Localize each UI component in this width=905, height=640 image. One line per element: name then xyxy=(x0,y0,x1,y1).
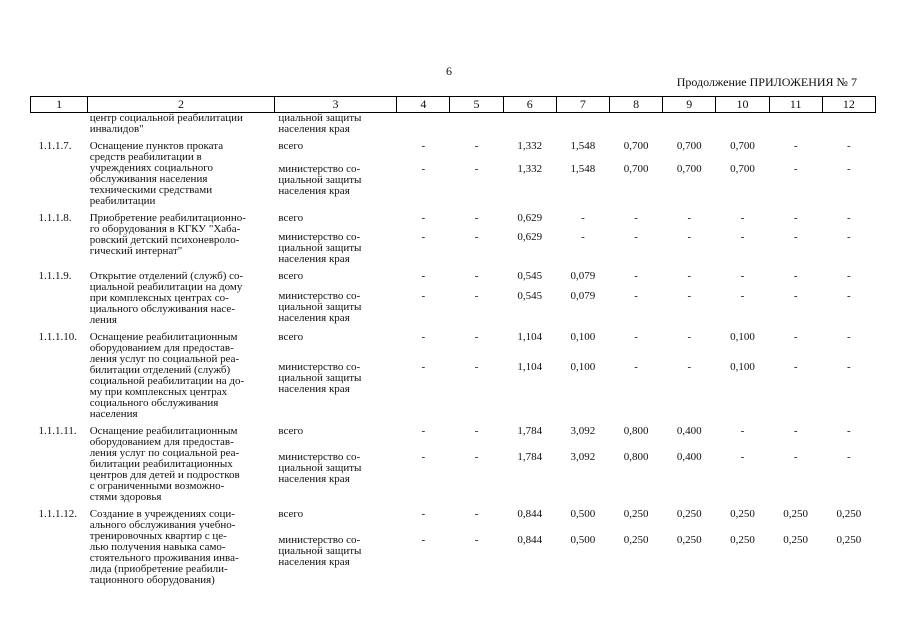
name-line: средств реабилитации в xyxy=(89,151,202,163)
value-cell: - xyxy=(474,212,479,224)
funding-source xyxy=(274,207,396,224)
value-cell: - xyxy=(634,331,638,343)
value-cell: 0,250 xyxy=(623,534,649,547)
column-header: 6 xyxy=(503,97,556,113)
name-line: циальной реабилитации на дому xyxy=(89,281,243,293)
name-line: циального обслуживания насе- xyxy=(89,303,235,315)
funding-source xyxy=(274,135,396,156)
source-line: населения края xyxy=(278,556,350,569)
name-line: населения xyxy=(89,408,138,420)
value-cell: 1,332 xyxy=(517,140,543,152)
value-cell: - xyxy=(740,231,745,243)
source-line: населения края xyxy=(278,253,350,265)
value-cell: - xyxy=(847,231,851,243)
name-line: ления услуг по социальной реа- xyxy=(89,447,240,459)
value-cell: - xyxy=(793,289,798,302)
name-line: ления услуг по социальной реа- xyxy=(89,353,240,365)
source-line: министерство со- xyxy=(278,231,361,243)
name-line: ального обслуживания учебно- xyxy=(89,519,236,531)
value-cell: 0,250 xyxy=(623,508,649,520)
value-cell: - xyxy=(740,270,745,282)
value-cell: 0,700 xyxy=(676,163,702,176)
source-line: всего xyxy=(278,508,304,520)
header-row xyxy=(31,97,876,113)
value-cell: 3,092 xyxy=(570,425,596,437)
source-line: циальной защиты xyxy=(278,174,362,187)
funding-source xyxy=(274,503,396,527)
value-cell: 0,500 xyxy=(570,508,596,520)
program-table xyxy=(30,96,876,586)
source-line: населения края xyxy=(278,382,350,395)
name-line: центров для детей и подростков xyxy=(89,469,240,481)
name-line: лида (приобретение реабили- xyxy=(89,563,228,575)
name-line: билитации отделений (служб) xyxy=(89,364,231,376)
name-line: ления xyxy=(89,314,117,326)
value-cell: 0,700 xyxy=(676,140,702,152)
value-cell: - xyxy=(581,231,585,243)
page-number: 6 xyxy=(446,64,452,78)
value-cell: - xyxy=(421,425,426,437)
column-header: 2 xyxy=(88,97,275,113)
funding-source xyxy=(274,420,396,444)
source-line: населения края xyxy=(278,185,350,198)
item-code: 1.1.1.12. xyxy=(38,508,77,520)
item-code: 1.1.1.7. xyxy=(38,140,72,152)
value-cell: - xyxy=(421,508,426,520)
source-line: циальной защиты xyxy=(278,462,362,475)
value-cell: - xyxy=(421,331,426,343)
name-line: му при комплексных центрах xyxy=(89,386,228,398)
value-cell: - xyxy=(687,331,692,343)
item-row xyxy=(31,503,876,527)
funding-source xyxy=(274,326,396,354)
value-cell: - xyxy=(793,212,798,224)
name-line: билитации реабилитационных xyxy=(89,458,233,470)
value-cell: 0,545 xyxy=(517,270,543,282)
item-code: 1.1.1.11. xyxy=(38,425,77,437)
item-code: 1.1.1.9. xyxy=(38,270,72,282)
value-cell: 0,250 xyxy=(730,508,755,520)
value-cell: - xyxy=(421,360,426,373)
source-line: населения края xyxy=(278,311,350,324)
value-cell: - xyxy=(421,212,426,224)
name-line: с ограниченными возможно- xyxy=(89,480,225,492)
funding-source xyxy=(274,265,396,283)
value-cell: - xyxy=(793,270,798,282)
item-row xyxy=(31,207,876,224)
value-cell: 0,700 xyxy=(623,140,649,152)
value-cell: - xyxy=(474,451,479,464)
item-row xyxy=(31,265,876,283)
value-cell: 1,104 xyxy=(517,360,543,373)
value-cell: 0,400 xyxy=(676,425,702,437)
value-cell: 0,629 xyxy=(517,231,543,243)
value-cell: 0,250 xyxy=(730,534,755,547)
name-line: Создание в учреждениях соци- xyxy=(89,508,235,520)
value-cell: 0,250 xyxy=(783,508,809,520)
value-cell: - xyxy=(740,212,745,224)
value-cell: 0,700 xyxy=(730,140,755,152)
item-code: 1.1.1.10. xyxy=(38,331,77,343)
value-cell: 1,104 xyxy=(517,331,543,343)
value-cell: - xyxy=(474,360,479,373)
name-line: Оснащение реабилитационным xyxy=(89,331,238,343)
value-cell: - xyxy=(793,231,798,243)
value-cell: - xyxy=(847,425,851,437)
source-line: министерство со- xyxy=(278,451,361,464)
value-cell: - xyxy=(474,163,479,176)
column-header: 3 xyxy=(274,97,396,113)
value-cell: - xyxy=(793,331,798,343)
value-cell: 1,548 xyxy=(570,163,596,176)
carry-over-name xyxy=(88,113,275,136)
source-line: всего xyxy=(278,425,304,437)
value-cell: - xyxy=(793,163,798,176)
value-cell: 0,250 xyxy=(676,508,702,520)
item-row xyxy=(31,135,876,156)
column-header: 9 xyxy=(663,97,716,113)
value-cell: - xyxy=(421,231,426,243)
source-line: министерство со- xyxy=(278,534,361,547)
value-cell: - xyxy=(634,289,638,302)
value-cell: - xyxy=(687,360,692,373)
source-line: всего xyxy=(278,270,304,282)
value-cell: 0,250 xyxy=(836,508,862,520)
item-name xyxy=(88,503,275,586)
value-cell: - xyxy=(847,163,851,176)
appendix-title: Продолжение ПРИЛОЖЕНИЯ № 7 xyxy=(676,75,857,89)
value-cell: - xyxy=(474,534,479,547)
column-header: 10 xyxy=(716,97,769,113)
value-cell: - xyxy=(474,231,479,243)
value-cell: 1,784 xyxy=(517,425,543,437)
name-line: стями здоровья xyxy=(89,491,162,503)
value-cell: 0,700 xyxy=(730,163,755,176)
source-line: циальной защиты xyxy=(278,242,362,254)
item-name xyxy=(88,265,275,326)
value-cell: - xyxy=(421,289,426,302)
source-line: циальной защиты xyxy=(278,371,362,384)
value-cell: 1,548 xyxy=(570,140,596,152)
value-cell: - xyxy=(847,270,851,282)
funding-source xyxy=(274,444,396,503)
item-row xyxy=(31,326,876,354)
value-cell: - xyxy=(421,270,426,282)
source-line: циальной защиты xyxy=(278,112,362,124)
value-cell: 0,250 xyxy=(836,534,862,547)
value-cell: - xyxy=(793,425,798,437)
value-cell: - xyxy=(474,331,479,343)
value-cell: 0,844 xyxy=(517,508,543,520)
value-cell: 0,250 xyxy=(676,534,702,547)
column-header: 5 xyxy=(450,97,503,113)
value-cell: - xyxy=(793,451,798,464)
name-line: Оснащение пунктов проката xyxy=(89,140,224,152)
value-cell: 1,784 xyxy=(517,451,543,464)
carry-over-source xyxy=(274,113,396,136)
funding-source xyxy=(274,283,396,326)
funding-source xyxy=(274,224,396,265)
value-cell: - xyxy=(687,270,692,282)
source-line: всего xyxy=(278,331,304,343)
name-line: при комплексных центрах со- xyxy=(89,292,229,304)
value-cell: 0,100 xyxy=(730,331,755,343)
value-cell: - xyxy=(847,212,851,224)
column-header: 1 xyxy=(31,97,88,113)
item-row xyxy=(31,420,876,444)
value-cell: - xyxy=(847,289,851,302)
value-cell: - xyxy=(634,270,638,282)
name-line: техническими средствами xyxy=(89,184,213,196)
carry-over-row xyxy=(31,113,876,136)
item-name xyxy=(88,326,275,420)
item-name xyxy=(88,207,275,265)
source-line: министерство со- xyxy=(278,360,361,373)
value-cell: - xyxy=(421,163,426,176)
value-cell: - xyxy=(421,534,426,547)
value-cell: 0,100 xyxy=(570,360,596,373)
source-line: министерство со- xyxy=(278,289,361,302)
value-cell: 3,092 xyxy=(570,451,596,464)
column-header: 8 xyxy=(610,97,663,113)
column-header: 11 xyxy=(769,97,822,113)
value-cell: 0,629 xyxy=(517,212,543,224)
value-cell: 0,250 xyxy=(783,534,809,547)
source-line: населения края xyxy=(278,473,350,486)
value-cell: - xyxy=(793,360,798,373)
value-cell: - xyxy=(740,289,745,302)
value-cell: - xyxy=(421,140,426,152)
value-cell: - xyxy=(740,451,745,464)
source-line: министерство со- xyxy=(278,163,361,176)
name-line: го оборудования в КГКУ "Хаба- xyxy=(89,223,241,235)
source-line: циальной защиты xyxy=(278,545,362,558)
source-line: циальной защиты xyxy=(278,300,362,313)
name-line: реабилитации xyxy=(89,195,156,207)
name-line: лью получения навыка само- xyxy=(89,541,226,553)
value-cell: 0,545 xyxy=(517,289,543,302)
name-line: Оснащение реабилитационным xyxy=(89,425,238,437)
name-line: тренировочных квартир с це- xyxy=(89,530,227,542)
name-line: социальной реабилитации на до- xyxy=(89,375,245,387)
source-line: всего xyxy=(278,140,304,152)
value-cell: - xyxy=(581,212,585,224)
value-cell: - xyxy=(847,451,851,464)
funding-source xyxy=(274,527,396,586)
name-line: Приобретение реабилитационно- xyxy=(89,212,246,224)
name-line: тационного оборудования) xyxy=(89,574,215,586)
value-cell: 1,332 xyxy=(517,163,543,176)
column-header: 7 xyxy=(556,97,609,113)
value-cell: 0,844 xyxy=(517,534,543,547)
value-cell: - xyxy=(847,331,851,343)
name-line: центр социальной реабилитации xyxy=(89,112,243,124)
source-line: всего xyxy=(278,212,304,224)
item-name xyxy=(88,135,275,207)
value-cell: 0,079 xyxy=(570,289,596,302)
funding-source xyxy=(274,354,396,420)
funding-source xyxy=(274,156,396,207)
value-cell: - xyxy=(740,425,745,437)
name-line: инвалидов" xyxy=(89,123,144,135)
value-cell: 0,800 xyxy=(623,451,649,464)
value-cell: - xyxy=(474,508,479,520)
value-cell: 0,100 xyxy=(730,360,755,373)
value-cell: 0,800 xyxy=(623,425,649,437)
name-line: обслуживания населения xyxy=(89,173,208,185)
source-line: населения края xyxy=(278,123,350,135)
value-cell: - xyxy=(474,289,479,302)
name-line: оборудованием для предостав- xyxy=(89,342,234,354)
name-line: учреждениях социального xyxy=(89,162,214,174)
value-cell: - xyxy=(634,212,638,224)
value-cell: - xyxy=(687,212,692,224)
value-cell: - xyxy=(687,231,692,243)
name-line: оборудованием для предостав- xyxy=(89,436,234,448)
value-cell: 0,079 xyxy=(570,270,596,282)
value-cell: - xyxy=(474,425,479,437)
value-cell: - xyxy=(474,270,479,282)
value-cell: - xyxy=(847,140,851,152)
value-cell: - xyxy=(687,289,692,302)
value-cell: - xyxy=(793,140,798,152)
item-code: 1.1.1.8. xyxy=(38,212,72,224)
name-line: ровский детский психоневроло- xyxy=(89,234,240,246)
value-cell: - xyxy=(847,360,851,373)
value-cell: 0,400 xyxy=(676,451,702,464)
value-cell: - xyxy=(634,360,638,373)
name-line: социального обслуживания xyxy=(89,397,219,409)
value-cell: 0,100 xyxy=(570,331,596,343)
value-cell: 0,700 xyxy=(623,163,649,176)
value-cell: 0,500 xyxy=(570,534,596,547)
value-cell: - xyxy=(421,451,426,464)
name-line: гический интернат" xyxy=(89,245,183,257)
name-line: стоятельного проживания инва- xyxy=(89,552,239,564)
value-cell: - xyxy=(634,231,638,243)
name-line: Открытие отделений (служб) со- xyxy=(89,270,244,282)
column-header: 4 xyxy=(397,97,450,113)
item-name xyxy=(88,420,275,503)
value-cell: - xyxy=(474,140,479,152)
column-header: 12 xyxy=(822,97,875,113)
